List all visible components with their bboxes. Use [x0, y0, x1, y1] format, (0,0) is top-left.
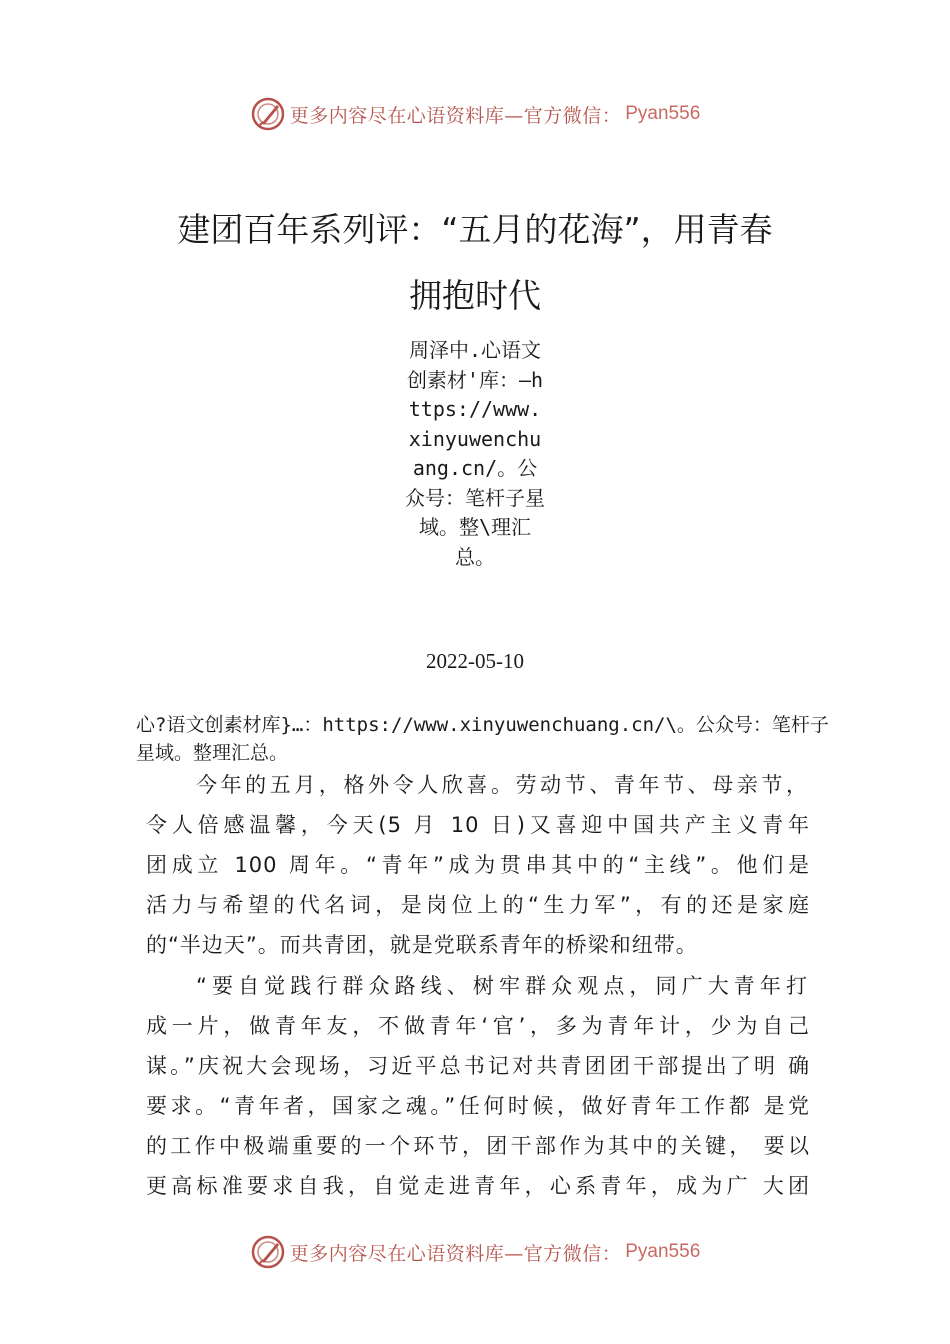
paragraph-line: 的工作中极端重要的一个环节，团干部作为其中的关键， 要以: [146, 1134, 810, 1158]
paragraph-line: 令人倍感温馨，今天(5 月 10 日)又喜迎中国共产主义青年: [146, 813, 810, 837]
paragraph-line: 要求。“青年者，国家之魂。”任何时候，做好青年工作都 是党: [146, 1094, 810, 1118]
quill-logo-icon: [250, 1234, 286, 1270]
article-title-line-1: 建团百年系列评：“五月的花海”，用青春: [177, 210, 773, 249]
paragraph-line: 团成立 100 周年。“青年”成为贯串其中的“主线”。他们是: [146, 853, 810, 877]
article-title-line-2: 拥抱时代: [409, 276, 541, 315]
banner-text: 更多内容尽在心语资料库—官方微信：: [289, 1242, 622, 1265]
publish-date: 2022-05-10: [426, 649, 524, 673]
paragraph-line: “要自觉践行群众路线、树牢群众观点，同广大青年打: [196, 974, 808, 998]
footer-banner: [0, 1232, 950, 1272]
quill-logo-icon: [250, 96, 286, 132]
paragraph-line: 的“半边天”。而共青团，就是党联系青年的桥梁和纽带。: [146, 933, 698, 957]
source-note: 心?语文创素材库}…：https://www.xinyuwenchuang.cn/\。公众号：笔杆子星域。整理汇总。: [136, 714, 829, 764]
paragraph-line: 谋。”庆祝大会现场，习近平总书记对共青团团干部提出了明 确: [146, 1054, 810, 1078]
paragraph-line: 活力与希望的代名词，是岗位上的“生力军”，有的还是家庭: [146, 893, 810, 917]
banner-text: 更多内容尽在心语资料库—官方微信：: [289, 104, 622, 127]
header-banner: [0, 94, 950, 134]
paragraph-line: 成一片，做青年友，不做青年‘官’，多为青年计，少为自己: [146, 1014, 810, 1038]
paragraph-line: 更高标准要求自我，自觉走进青年，心系青年，成为广 大团: [146, 1174, 810, 1198]
banner-wechat-id: Pyan556: [625, 103, 701, 124]
banner-wechat-id: Pyan556: [625, 1241, 701, 1262]
author-info: 周泽中.心语文创素材'库：—https://www.xinyuwenchuang.cn/。公众号：笔杆子星域。整\理汇总。: [405, 338, 545, 569]
paragraph-line: 今年的五月，格外令人欣喜。劳动节、青年节、母亲节，: [196, 773, 808, 797]
